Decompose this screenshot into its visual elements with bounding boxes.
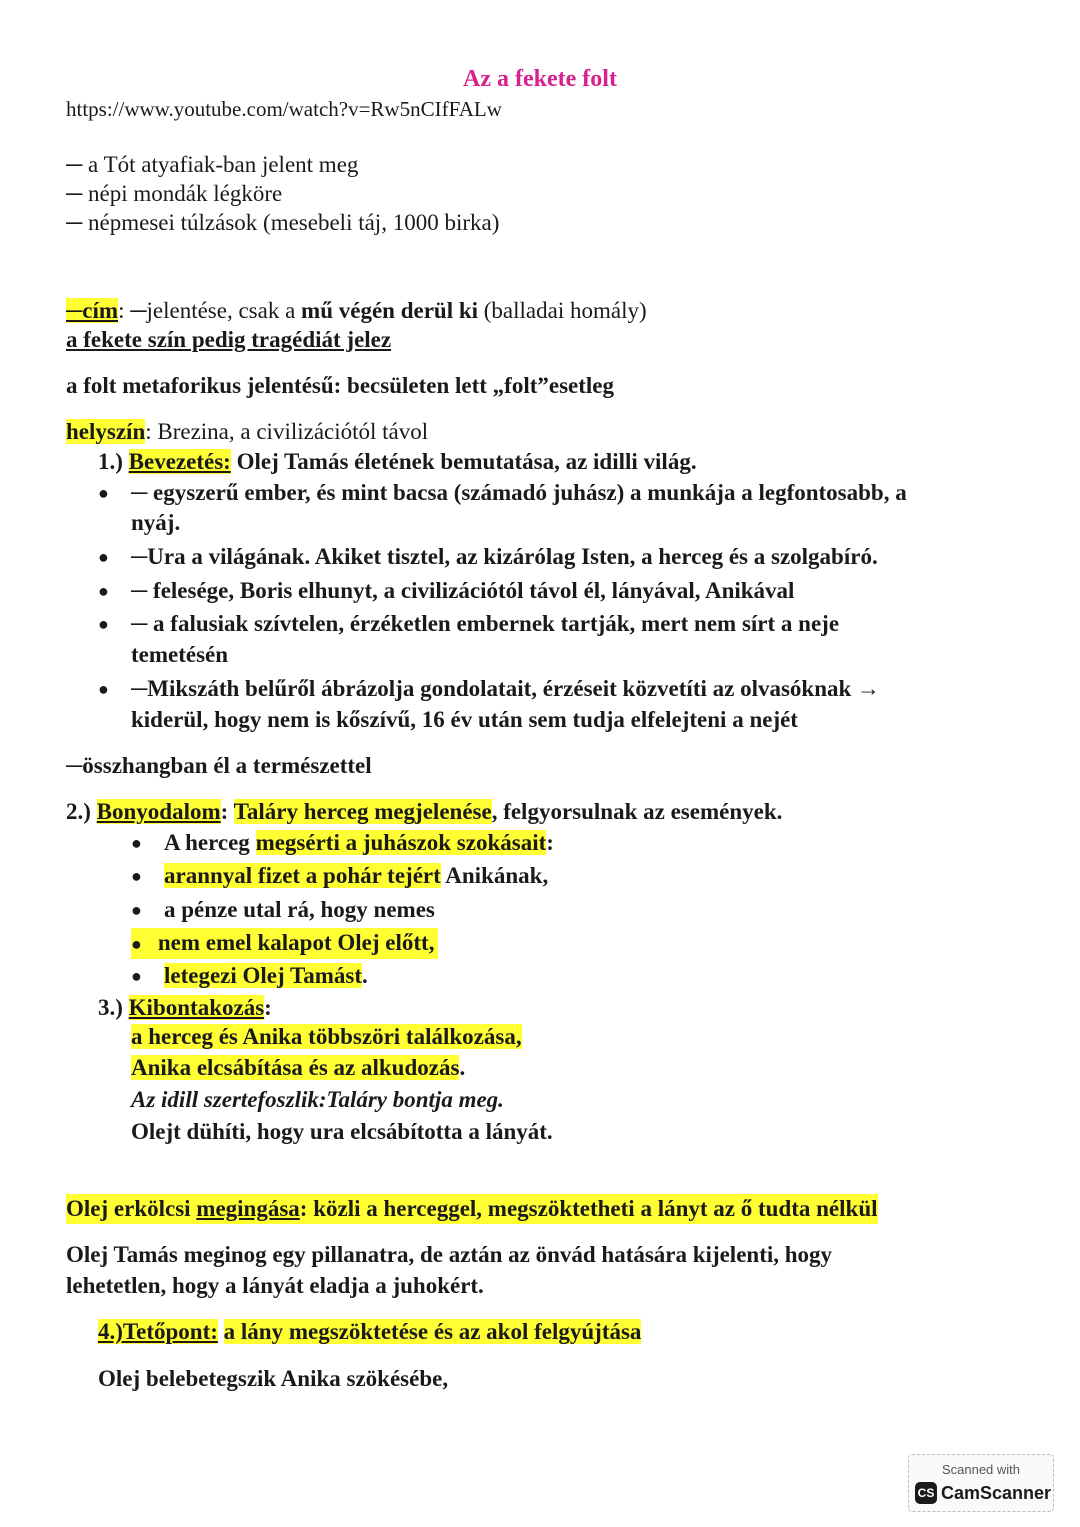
section-3-heading: 3.) Kibontakozás:	[98, 995, 272, 1020]
list-item: ─ felesége, Boris elhunyt, a civilizációtól távol él, lányával, Anikával	[131, 578, 795, 603]
erkolcs-line: Olej erkölcsi megingása: közli a herceggel, megszöktetheti a lányt az ő tudta nélkül	[66, 1194, 878, 1224]
bullet-dot: ●	[131, 934, 142, 954]
intro-line-2: ─ népi mondák légköre	[66, 181, 283, 206]
bullet-dot: ●	[131, 833, 142, 853]
camscanner-watermark	[908, 1454, 1054, 1512]
document-title: Az a fekete folt	[463, 66, 617, 92]
folt-line: a folt metaforikus jelentésű: becsületen lett „folt”esetleg	[66, 373, 615, 398]
section-3-line-3: Az idill szertefoszlik:Taláry bontja meg.	[131, 1087, 504, 1112]
list-item: ─ egyszerű ember, és mint bacsa (számadó juhász) a munkája a legfontosabb, a	[131, 480, 907, 505]
section-3-line-4: Olejt dühíti, hogy ura elcsábította a lányát.	[131, 1119, 553, 1144]
list-item: ─Mikszáth belűről ábrázolja gondolatait, érzéseit közvetíti az olvasóknak →	[131, 676, 881, 701]
camscanner-logo-icon: CS	[915, 1482, 937, 1504]
section-2-heading: 2.) Bonyodalom: Taláry herceg megjelenése, felgyorsulnak az események.	[66, 799, 783, 824]
tetopont-label: 4.)Tetőpont:	[98, 1319, 218, 1344]
bevezetes-label: Bevezetés:	[128, 449, 231, 474]
helyszin-label: helyszín	[66, 419, 146, 444]
list-item: ─Ura a világának. Akiket tisztel, az kizárólag Isten, a herceg és a szolgabíró.	[131, 544, 878, 569]
bullet-dot: ●	[98, 581, 109, 601]
bullet-dot: ●	[131, 900, 142, 920]
list-item: arannyal fizet a pohár tejért Anikának,	[164, 863, 549, 888]
list-item: a pénze utal rá, hogy nemes	[164, 897, 435, 922]
meginog-line-1: Olej Tamás meginog egy pillanatra, de aztán az önvád hatására kijelenti, hogy	[66, 1242, 833, 1267]
bullet-dot: ●	[131, 866, 142, 886]
bullet-dot: ●	[98, 483, 109, 503]
last-line: Olej belebetegszik Anika szökésébe,	[98, 1366, 449, 1391]
section-3-line-1: a herceg és Anika többszöri találkozása,	[131, 1024, 522, 1049]
list-item: kiderül, hogy nem is kőszívű, 16 év után sem tudja elfelejteni a nejét	[131, 707, 798, 732]
bullet-dot: ●	[98, 679, 109, 699]
list-item: A herceg megsérti a juhászok szokásait:	[164, 830, 554, 855]
camscanner-caption: Scanned with	[941, 1462, 1021, 1477]
list-item: letegezi Olej Tamást.	[164, 963, 368, 988]
list-item: temetésén	[131, 642, 229, 667]
intro-line-1: ─ a Tót atyafiak-ban jelent meg	[66, 152, 359, 177]
cim-label: ─cím	[66, 298, 119, 323]
bonyodalom-label: Bonyodalom	[96, 799, 221, 824]
youtube-url: https://www.youtube.com/watch?v=Rw5nCIfFALw	[66, 97, 502, 121]
meginog-line-2: lehetetlen, hogy a lányát eladja a juhokért.	[66, 1273, 484, 1298]
bullet-dot: ●	[98, 547, 109, 567]
intro-line-3: ─ népmesei túlzások (mesebeli táj, 1000 birka)	[66, 210, 500, 235]
section-1-heading: 1.) Bevezetés: Olej Tamás életének bemutatása, az idilli világ.	[98, 449, 697, 474]
cim-line-2: a fekete szín pedig tragédiát jelez	[66, 327, 392, 352]
bullet-dot: ●	[131, 966, 142, 986]
kibontakozas-label: Kibontakozás	[128, 995, 265, 1020]
list-item: nyáj.	[131, 510, 181, 535]
cim-line: ─cím: ─jelentése, csak a mű végén derül ki (balladai homály)	[66, 298, 647, 323]
list-item: ─ a falusiak szívtelen, érzéketlen embernek tartják, mert nem sírt a neje	[131, 611, 840, 636]
section-4-heading: 4.)Tetőpont: a lány megszöktetése és az akol felgyújtása	[98, 1319, 642, 1344]
bullet-dot: ●	[98, 614, 109, 634]
section-3-line-2: Anika elcsábítása és az alkudozás.	[131, 1055, 466, 1080]
osszhang-line: ─összhangban él a természettel	[66, 753, 372, 778]
helyszin-line: helyszín: Brezina, a civilizációtól távol	[66, 419, 429, 444]
camscanner-name: CamScanner	[941, 1483, 1052, 1503]
list-item: ● nem emel kalapot Olej előtt,	[131, 928, 438, 959]
